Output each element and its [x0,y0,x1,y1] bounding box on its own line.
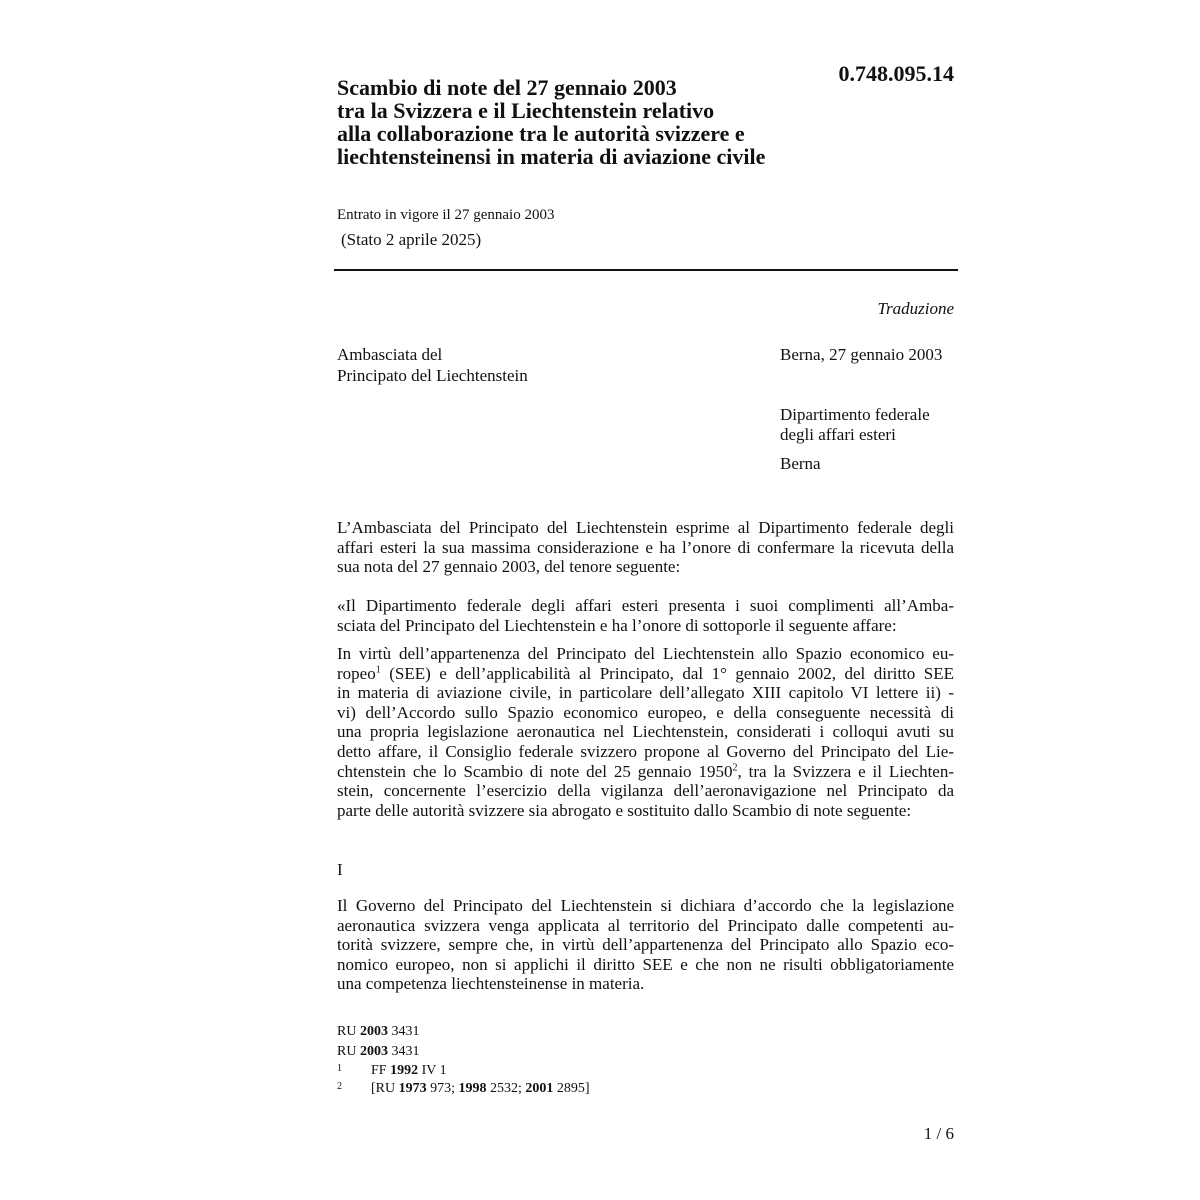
footnote-text: 2895] [556,1081,590,1096]
recipient-line: Dipartimento federale [780,405,930,424]
entry-into-force: Entrato in vigore il 27 gennaio 2003 [337,207,555,223]
footnote-text: IV 1 [421,1063,447,1078]
document-title [337,76,817,168]
text-fragment: chtenstein che lo Scambio di note del 25 gennaio 1950 [337,761,733,781]
status-date: (Stato 2 aprile 2025) [341,230,482,249]
footnote-2 [337,1081,590,1097]
footnote-text: 2532; [490,1081,522,1096]
title-line: tra la Svizzera e il Liechtenstein relativo [337,98,715,123]
text-line: in materia di aviazione civile, in particolare dell’allegato XIII capitolo VI lettere ii) - [337,683,954,703]
footnote-year: 1998 [458,1081,487,1096]
footnote-number: 1 [337,1063,342,1074]
ru-reference [337,1023,419,1040]
paragraph-section-1 [337,896,954,994]
title-line: Scambio di note del 27 gennaio 2003 [337,75,677,100]
ref-year: 2003 [359,1044,388,1059]
text-line: «Il Dipartimento federale degli affari esteri presenta i suoi complimenti all’Amba- [337,596,954,615]
text-line: sciata del Principato del Liechtenstein e ha l’onore di sottoporle il seguente affare: [337,615,897,635]
text-line: nomico europeo, non si applichi il diritto SEE e che non ne risulti obbligatoriamente [337,954,954,974]
text-line: una propria legislazione aeronautica nel Liechtenstein, considerati i colloqui avuti su [337,722,954,742]
text-line: In virtù dell’appartenenza del Principato del Liechtenstein allo Spazio economico eu- [337,644,954,663]
text-line: affari esteri la sua massima considerazione e ha l’onore di confermare la ricevuta della [337,537,954,557]
ref-year: 2003 [359,1024,388,1039]
sender-line: Principato del Liechtenstein [337,366,528,385]
text-line: Il Governo del Principato del Liechtenstein si dichiara d’accordo che la legislazione [337,896,954,915]
text-line [337,664,954,684]
recipient-city: Berna [780,454,821,473]
ref-page: 3431 [391,1044,420,1059]
paragraph-proposal [337,644,954,820]
ru-reference [337,1043,419,1060]
recipient-address [780,405,930,445]
text-fragment: ropeo [337,663,376,683]
section-number: I [337,860,343,879]
translation-label: Traduzione [877,299,954,318]
title-line: alla collaborazione tra le autorità svizzere e [337,121,745,146]
text-fragment: (SEE) e dell’applicabilità al Principato, dal 1° gennaio 2002, del diritto SEE [380,663,954,683]
footnote-number: 2 [337,1081,342,1092]
ref-prefix: RU [337,1044,357,1059]
footnote-year: 1992 [390,1063,419,1078]
text-line: detto affare, il Consiglio federale svizzero propone al Governo del Principato del Lie- [337,741,954,761]
footnote-year: 1973 [398,1081,427,1096]
text-line: vi) dell’Accordo sullo Spazio economico europeo, e della conseguente necessità di [337,702,954,722]
footnote-year: 2001 [525,1081,554,1096]
sender-line: Ambasciata del [337,345,443,364]
text-line: sua nota del 27 gennaio 2003, del tenore seguente: [337,557,681,577]
text-line: L’Ambasciata del Principato del Liechtenstein esprime al Dipartimento federale degli [337,518,954,537]
text-line: torità svizzere, sempre che, in virtù dell’appartenenza del Principato allo Spazio eco- [337,935,954,955]
footnote-text: [RU [371,1081,396,1096]
paragraph-quote-open [337,596,954,635]
page-number: 1 / 6 [923,1124,954,1143]
recipient-line: degli affari esteri [780,425,896,444]
text-line: parte delle autorità svizzere sia abrogato e sostituito dallo Scambio di note seguente: [337,800,912,820]
sender-address [337,344,528,386]
sr-number: 0.748.095.14 [838,61,954,86]
footnote-1 [337,1063,447,1079]
footnote-text: FF [371,1063,387,1078]
place-date: Berna, 27 gennaio 2003 [780,345,943,364]
footnote-ref-1[interactable]: 1 [375,663,381,675]
footnote-ref-2[interactable]: 2 [732,761,738,773]
header-divider [334,269,958,271]
text-line: una competenza liechtensteinense in materia. [337,974,645,994]
ref-page: 3431 [391,1024,420,1039]
title-line: liechtensteinensi in materia di aviazione civile [337,144,766,169]
paragraph-intro [337,518,954,577]
text-fragment: , tra la Svizzera e il Liechten- [737,761,954,781]
footnote-text: 973; [430,1081,456,1096]
text-line: aeronautica svizzera venga applicata al territorio del Principato dalle competenti au- [337,915,954,935]
ref-prefix: RU [337,1024,357,1039]
text-line [337,762,954,782]
text-line: stein, concernente l’esercizio della vigilanza dell’aeronavigazione nel Principato da [337,781,954,801]
